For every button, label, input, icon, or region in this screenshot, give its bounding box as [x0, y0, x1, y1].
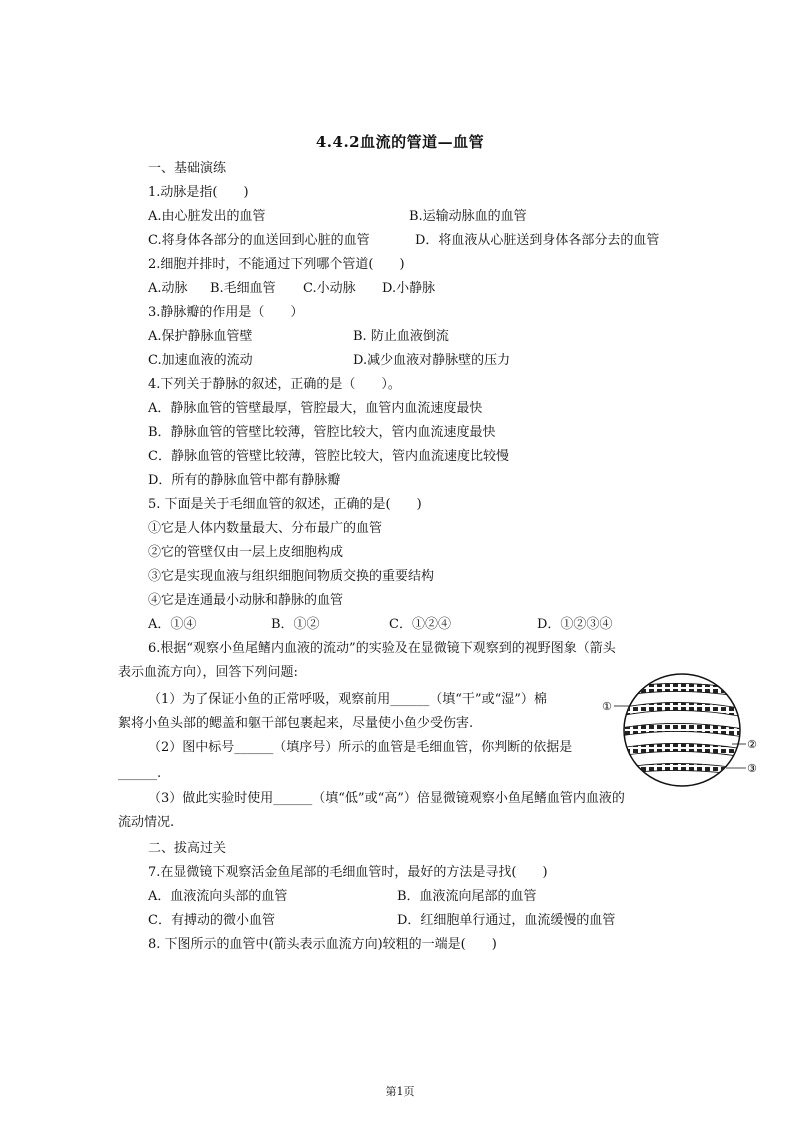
question-4-option-a: A．静脉血管的管壁最厚，管腔最大，血管内血流速度最快	[148, 401, 483, 416]
question-6-part-3-line-1: （3）做此实验时使用______（填“低”或“高”）倍显微镜观察小鱼尾鳍血管内血液的	[148, 791, 625, 806]
question-7-option-a: A．血液流向头部的血管	[148, 889, 288, 904]
question-5-stem: 5. 下面是关于毛细血管的叙述，正确的是( )	[148, 497, 422, 512]
page-title: 4.4.2血流的管道—血管	[315, 133, 485, 151]
question-5-statement-2: ②它的管壁仅由一层上皮细胞构成	[148, 545, 344, 560]
question-5-option-a: A．①④	[148, 617, 197, 632]
question-7-option-d: D．红细胞单行通过，血流缓慢的血管	[397, 913, 616, 928]
question-6-part-1-line-1: （1）为了保证小鱼的正常呼吸，观察前用______（填“干”或“湿”）棉	[148, 692, 547, 707]
question-4-stem: 4.下列关于静脉的叙述，正确的是（ ）。	[148, 377, 401, 392]
question-4-option-d: D．所有的静脉血管中都有静脉瓣	[148, 473, 341, 488]
question-3-option-c: C.加速血液的流动	[148, 353, 253, 368]
question-1-option-a: A.由心脏发出的血管	[148, 209, 266, 224]
question-7-option-b: B．血液流向尾部的血管	[397, 889, 537, 904]
figure-label-3: ③	[747, 762, 757, 775]
question-6-part-3-line-2: 流动情况.	[118, 815, 175, 830]
question-5-statement-1: ①它是人体内数量最大、分布最广的血管	[148, 521, 383, 536]
question-2-stem: 2.细胞并排时，不能通过下列哪个管道( )	[148, 257, 405, 272]
question-2-option-a: A.动脉	[148, 281, 188, 296]
question-6-stem-line-1: 6.根据“观察小鱼尾鳍内血液的流动”的实验及在显微镜下观察到的视野图象（箭头	[148, 641, 616, 656]
question-3-option-b: B. 防止血液倒流	[353, 329, 449, 344]
question-5-option-d: D．①②③④	[537, 617, 613, 632]
question-7-stem: 7.在显微镜下观察活金鱼尾部的毛细血管时，最好的方法是寻找( )	[148, 865, 548, 880]
question-6-part-2-line-1: （2）图中标号______（填序号）所示的血管是毛细血管，你判断的依据是	[148, 740, 573, 755]
question-5-option-b: B．①②	[271, 617, 320, 632]
question-1-stem: 1.动脉是指( )	[148, 185, 249, 200]
question-3-option-d: D.减少血液对静脉壁的压力	[353, 353, 511, 368]
question-2-option-d: D.小静脉	[382, 281, 436, 296]
question-7-option-c: C．有搏动的微小血管	[148, 913, 275, 928]
question-3-stem: 3.静脉瓣的作用是（ ）	[148, 305, 304, 320]
figure-label-1: ①	[602, 700, 612, 713]
question-5-statement-3: ③它是实现血液与组织细胞间物质交换的重要结构	[148, 569, 435, 584]
question-6-part-1-line-2: 絮将小鱼头部的鳃盖和躯干部包裹起来，尽量使小鱼少受伤害.	[118, 716, 474, 731]
question-3-option-a: A.保护静脉血管壁	[148, 329, 253, 344]
question-5-option-c: C．①②④	[389, 617, 451, 632]
question-6-part-2-line-2: ______.	[118, 766, 162, 781]
question-4-option-b: B．静脉血管的管壁比较薄，管腔比较大，管内血流速度最快	[148, 425, 496, 440]
question-1-option-d: D．将血液从心脏送到身体各部分去的血管	[415, 233, 660, 248]
figure-label-2: ②	[747, 738, 757, 751]
question-6-stem-line-2: 表示血流方向），回答下列问题:	[118, 665, 298, 680]
question-5-statement-4: ④它是连通最小动脉和静脉的血管	[148, 593, 344, 608]
section-heading-basic: 一、基础演练	[148, 161, 227, 176]
microscope-field-figure	[600, 670, 760, 790]
question-8-stem: 8. 下图所示的血管中(箭头表示血流方向)较粗的一端是( )	[148, 937, 497, 952]
page-number: 第1页	[385, 1085, 415, 1098]
question-4-option-c: C．静脉血管的管壁比较薄，管腔比较大，管内血流速度比较慢	[148, 449, 509, 464]
question-2-option-b: B.毛细血管	[210, 281, 276, 296]
section-heading-advanced: 二、拔高过关	[148, 841, 227, 856]
question-1-option-b: B.运输动脉血的血管	[409, 209, 527, 224]
question-1-option-c: C.将身体各部分的血送回到心脏的血管	[148, 233, 370, 248]
question-2-option-c: C.小动脉	[303, 281, 356, 296]
